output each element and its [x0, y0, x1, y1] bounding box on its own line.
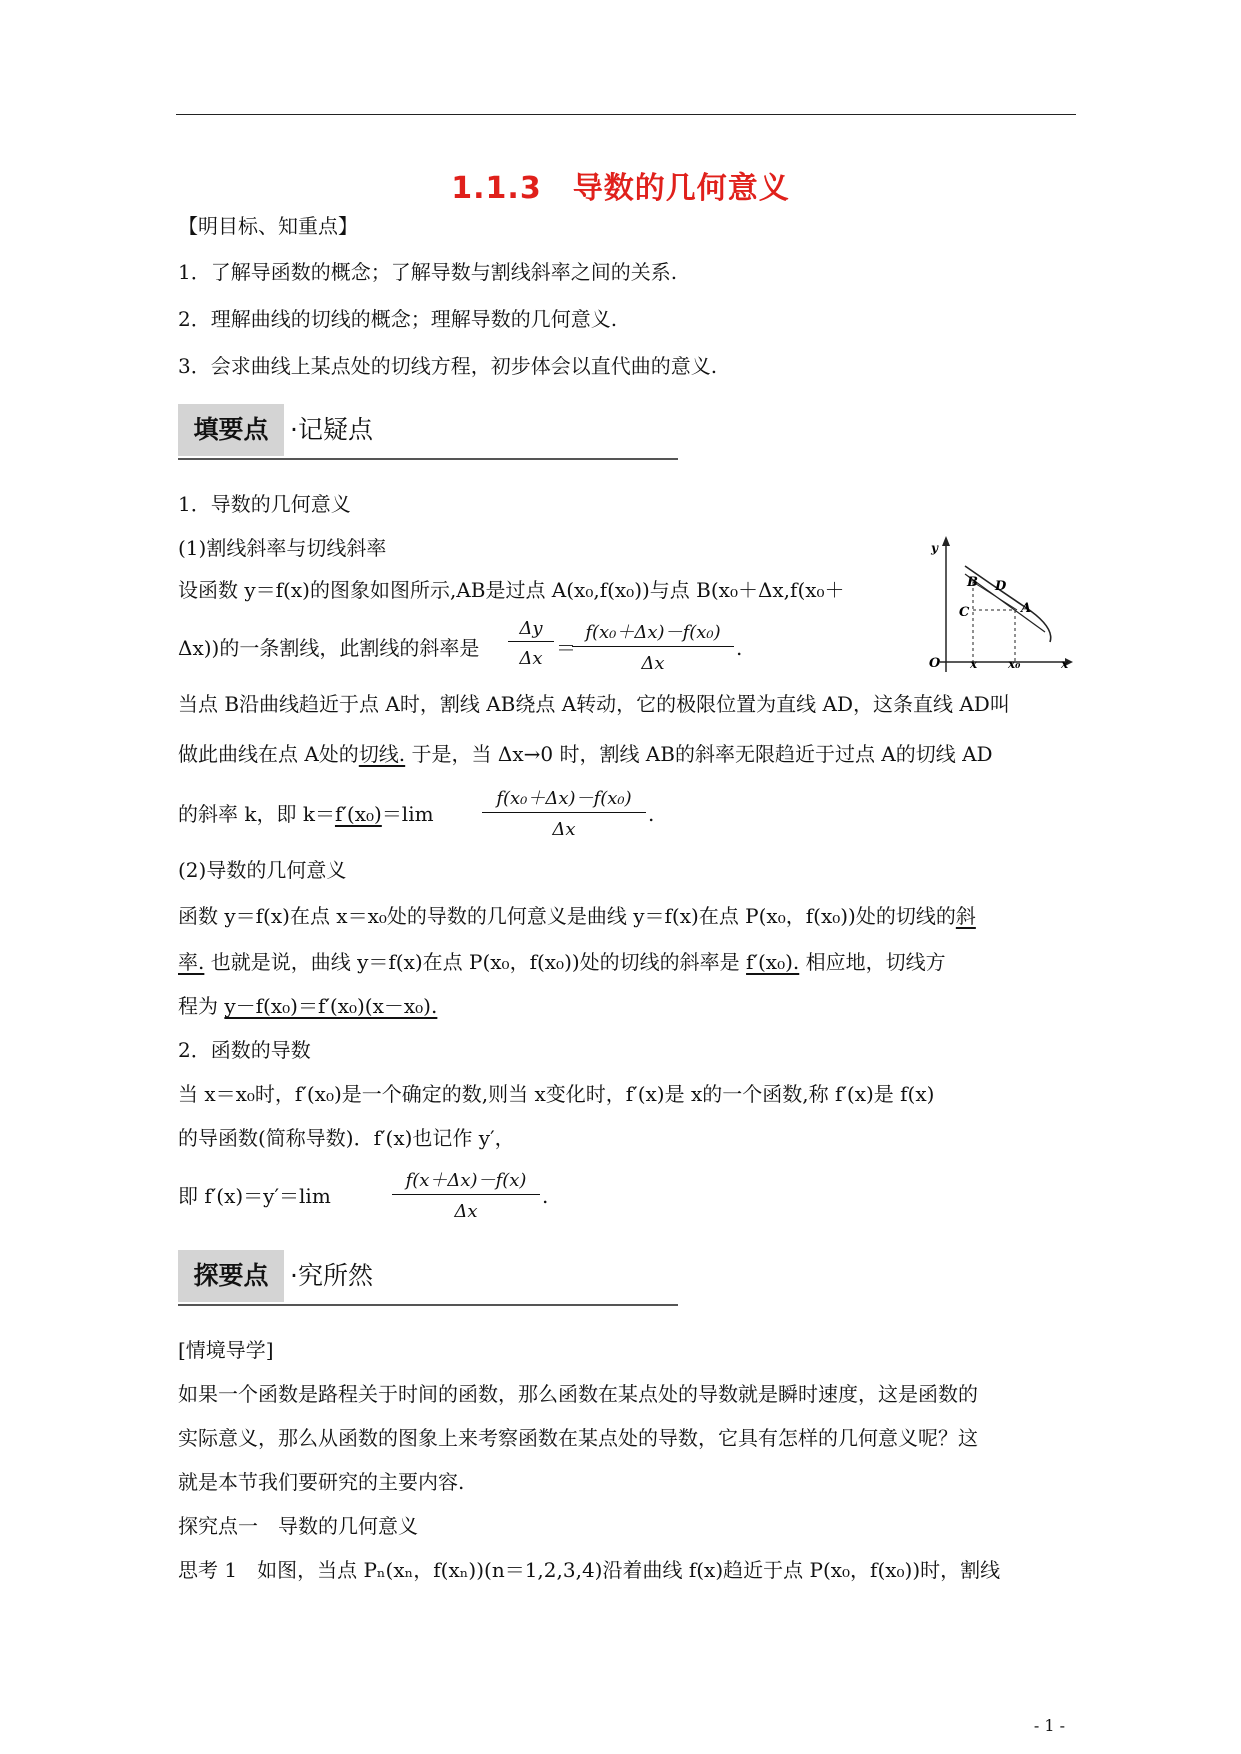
heading-derivative-function: 2．函数的导数 — [178, 1038, 311, 1062]
answer-blank-derivative: f′(x₀) — [334, 802, 382, 826]
objective-item-2: 2．理解曲线的切线的概念；理解导数的几何意义. — [178, 307, 618, 331]
paragraph-line: 设函数 y＝f(x)的图象如图所示,AB是过点 A(x₀,f(x₀))与点 B(x₀＋Δx,f(x₀＋ — [178, 578, 845, 602]
page-title: 1.1.3 导数的几何意义 — [451, 171, 790, 206]
objective-item-1: 1．了解导函数的概念；了解导数与割线斜率之间的关系. — [178, 260, 678, 284]
graph-label: x — [970, 657, 978, 671]
fraction-numerator: Δy — [508, 618, 554, 642]
fraction-derivative-definition — [392, 1166, 540, 1222]
fraction-difference-quotient — [572, 618, 734, 674]
section-subtitle: ·究所然 — [290, 1261, 373, 1290]
explore-point-heading: 探究点一 导数的几何意义 — [178, 1514, 418, 1538]
paragraph-text: 相应地，切线方 — [799, 950, 946, 974]
paragraph-line: 就是本节我们要研究的主要内容. — [178, 1470, 465, 1494]
fraction-numerator: f(x₀＋Δx)－f(x₀) — [572, 618, 734, 647]
paragraph-line: 实际意义，那么从函数的图象上来考察函数在某点处的导数，它具有怎样的几何意义呢？这 — [178, 1426, 978, 1450]
section-subtitle: ·记疑点 — [290, 415, 373, 444]
paragraph-text: 程为 — [178, 994, 225, 1018]
answer-blank-slope: 率. — [178, 950, 205, 974]
limit-text: ＝lim — [381, 802, 434, 826]
answer-blank-tangent-equation: y－f(x₀)＝f′(x₀)(x－x₀). — [224, 994, 438, 1018]
paragraph-text: 即 f′(x)＝y′＝lim — [178, 1184, 331, 1208]
section-rule — [178, 458, 678, 460]
graph-label: y — [931, 541, 938, 555]
think-question-1: 思考 1 如图，当点 Pₙ(xₙ，f(xₙ))(n＝1,2,3,4)沿着曲线 f(x)趋近于点 P(x₀，f(x₀))时，割线 — [178, 1558, 1001, 1582]
answer-blank-slope-value: f′(x₀). — [746, 950, 800, 974]
paragraph-line: 当点 B沿曲线趋近于点 A时，割线 AB绕点 A转动，它的极限位置为直线 AD，这条直线 AD叫 — [178, 692, 1010, 716]
heading-geometric-meaning: 1．导数的几何意义 — [178, 492, 351, 516]
paragraph-line: Δx))的一条割线，此割线的斜率是 — [178, 636, 480, 660]
graph-label: x₀ — [1008, 657, 1021, 671]
subheading-secant-tangent: (1)割线斜率与切线斜率 — [178, 536, 387, 560]
fraction-denominator: Δx — [454, 1201, 478, 1222]
equals-sign: ＝ — [556, 636, 576, 660]
graph-label: D — [995, 579, 1007, 594]
secant-tangent-figure — [925, 532, 1075, 672]
fraction-denominator: Δx — [519, 648, 543, 669]
section-banner-key-points — [178, 404, 678, 460]
section-rule — [178, 1304, 678, 1306]
objectives-heading: 【明目标、知重点】 — [178, 214, 358, 238]
subheading-derivative-meaning: (2)导数的几何意义 — [178, 858, 347, 882]
paragraph-text: 也就是说，曲线 y＝f(x)在点 P(x₀，f(x₀))处的切线的斜率是 — [204, 950, 747, 974]
fraction-limit-definition — [482, 784, 646, 840]
y-axis-arrow-icon — [942, 536, 950, 546]
period: . — [736, 636, 743, 660]
graph-label: B — [967, 575, 978, 590]
paragraph-text: 于是，当 Δx→0 时，割线 AB的斜率无限趋近于过点 A的切线 AD — [405, 742, 993, 766]
period: . — [542, 1184, 549, 1208]
situation-heading: [情境导学] — [178, 1338, 274, 1362]
paragraph-text: 函数 y＝f(x)在点 x＝x₀处的导数的几何意义是曲线 y＝f(x)在点 P(x₀，f(x₀))处的切线的 — [178, 904, 956, 928]
graph-label: x — [1061, 657, 1069, 671]
fraction-denominator: Δx — [552, 819, 576, 840]
graph-label: A — [1021, 601, 1032, 616]
graph-label: O — [929, 656, 941, 671]
fraction-numerator: f(x＋Δx)－f(x) — [392, 1166, 540, 1195]
paragraph-text: 做此曲线在点 A处的 — [178, 742, 359, 766]
paragraph-text: 的斜率 k，即 k＝ — [178, 802, 335, 826]
page-number: - 1 - — [1033, 1716, 1065, 1735]
objective-item-3: 3．会求曲线上某点处的切线方程，初步体会以直代曲的意义. — [178, 354, 718, 378]
period: . — [648, 802, 655, 826]
paragraph-line: 如果一个函数是路程关于时间的函数，那么函数在某点处的导数就是瞬时速度，这是函数的 — [178, 1382, 978, 1406]
fraction-denominator: Δx — [641, 653, 665, 674]
paragraph-line: 的导函数(简称导数)．f′(x)也记作 y′， — [178, 1126, 515, 1150]
section-tag: 填要点 — [178, 404, 284, 456]
fraction-dy-dx — [508, 618, 554, 669]
header-rule — [176, 114, 1076, 115]
paragraph-line: 当 x＝x₀时，f′(x₀)是一个确定的数,则当 x变化时，f′(x)是 x的一个函数,称 f′(x)是 f(x) — [178, 1082, 935, 1106]
answer-blank-tangent: 切线. — [358, 742, 406, 766]
answer-blank-slope: 斜 — [955, 904, 976, 928]
section-banner-explore — [178, 1250, 678, 1306]
graph-label: C — [959, 605, 970, 620]
section-tag: 探要点 — [178, 1250, 284, 1302]
fraction-numerator: f(x₀＋Δx)－f(x₀) — [482, 784, 646, 813]
